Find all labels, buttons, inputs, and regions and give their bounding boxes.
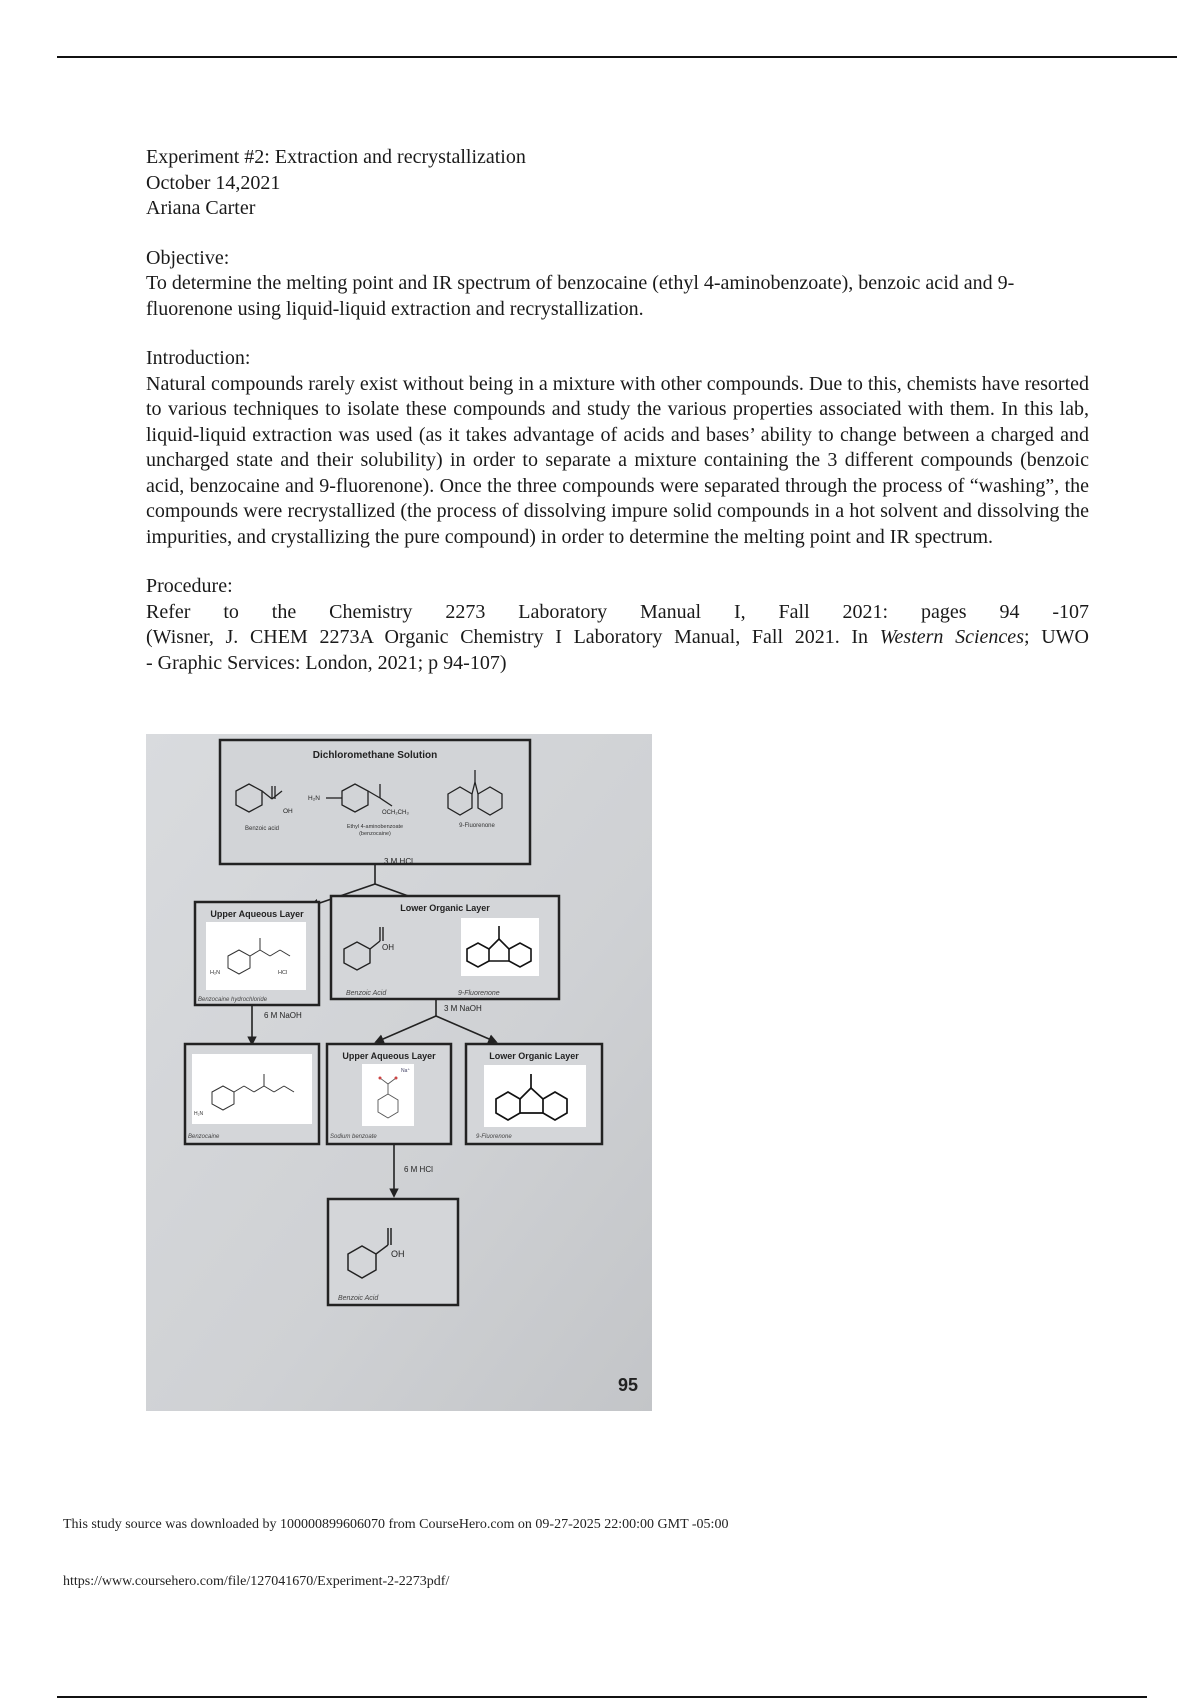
procedure-line-3: - Graphic Services: London, 2021; p 94-107) — [146, 651, 507, 674]
benzocaine-hcl-image — [206, 922, 306, 990]
document-title: Experiment #2: Extraction and recrystallization — [146, 146, 526, 168]
top-rule — [57, 56, 1177, 58]
procedure-heading: Procedure: — [146, 575, 233, 597]
title-block — [146, 145, 1089, 222]
procedure-line-2: (Wisner, J. CHEM 2273A Organic Chemistry I Laboratory Manual, Fall 2021. In Western Sciences; UWO — [146, 626, 1089, 648]
aq1-caption: Benzocaine hydrochloride — [198, 997, 268, 1003]
final-benzoic-caption: Benzoic Acid — [338, 1295, 379, 1302]
top-h2n-label: H₂N — [308, 795, 320, 802]
objective-text: To determine the melting point and IR spectrum of benzocaine (ethyl 4-aminobenzoate), benzoic acid and 9-fluorenone using liquid-liquid extraction and recrystallization. — [146, 272, 1015, 320]
reagent-3m-naoh: 3 M NaOH — [444, 1004, 482, 1013]
benzocaine-caption-2: Benzocaine — [188, 1134, 220, 1140]
document-body — [146, 145, 1089, 700]
benzoic-acid-caption: Benzoic acid — [244, 826, 280, 832]
final-oh-label: OH — [391, 1249, 405, 1259]
upper-aqueous-title-1: Upper Aqueous Layer — [210, 909, 304, 919]
benzocaine-caption-2: (benzocaine) — [359, 831, 391, 837]
introduction-heading: Introduction: — [146, 347, 251, 369]
extraction-flowchart — [146, 734, 652, 1411]
procedure-line-1: Refer to the Chemistry 2273 Laboratory Manual I, Fall 2021: pages 94 -107 — [146, 600, 1089, 623]
document-author: Ariana Carter — [146, 197, 256, 219]
lo1-oh-label: OH — [382, 943, 394, 952]
source-url[interactable]: https://www.coursehero.com/file/127041670/Experiment-2-2273pdf/ — [63, 1574, 450, 1589]
aq1-h2n-label: H₂N — [210, 970, 221, 976]
lo1-benzoic-caption: Benzoic Acid — [346, 990, 387, 997]
fluorenone-caption-top: 9-Fluorenone — [459, 823, 495, 829]
oxygen-atom-dot — [395, 1077, 398, 1080]
procedure-journal: Western Sciences — [879, 626, 1024, 648]
top-ester-label: OCH₂CH₃ — [382, 810, 409, 816]
upper-aqueous-title-2: Upper Aqueous Layer — [342, 1051, 436, 1061]
page-number: 95 — [617, 1375, 638, 1395]
flowchart-photo — [146, 734, 652, 1411]
benzocaine-h2n-label: H₂N — [194, 1111, 204, 1117]
lower-organic-title-2: Lower Organic Layer — [489, 1051, 579, 1061]
introduction-section — [146, 346, 1089, 550]
bottom-rule — [57, 1696, 1147, 1698]
lower-organic-title-1: Lower Organic Layer — [400, 903, 490, 913]
oxygen-atom-dot — [379, 1077, 382, 1080]
objective-heading: Objective: — [146, 246, 230, 269]
sodium-benzoate-caption: Sodium benzoate — [330, 1134, 377, 1140]
reagent-3m-hcl-top: 3 M HCl — [384, 857, 413, 866]
download-source-note: This study source was downloaded by 100000899606070 from CourseHero.com on 09-27-2025 22:00:00 GMT -05:00 — [63, 1517, 729, 1532]
reagent-6m-hcl: 6 M HCl — [404, 1165, 433, 1174]
reagent-6m-naoh: 6 M NaOH — [264, 1011, 302, 1020]
procedure-section — [146, 574, 1089, 676]
benzocaine-caption: Ethyl 4-aminobenzoate — [346, 824, 404, 830]
introduction-text: Natural compounds rarely exist without being in a mixture with other compounds. Due to this, chemists have resorted to various techniques to isolate these compounds and study the various properties associated with them. In this lab, liquid-liquid extraction was used (as it takes advantage of acids and bases’ ability to change between a charged and uncharged state and their solubility) in order to separate a mixture containing the 3 different compounds (benzoic acid, benzocaine and 9-fluorenone). Once the three compounds were separated through the process of “washing”, the compounds were recrystallized (the process of dissolving impure solid compounds in a hot solvent and dissolving the impurities, and crystallizing the pure compound) in order to determine the melting point and IR spectrum. — [146, 372, 1089, 548]
lo1-fluorenone-caption: 9-Fluorenone — [458, 990, 500, 997]
benzocaine-image — [192, 1054, 312, 1124]
aq1-hcl-label: HCl — [278, 970, 288, 976]
sodium-ion-label: Na⁺ — [401, 1068, 411, 1074]
document-date: October 14,2021 — [146, 171, 281, 194]
dichloromethane-title: Dichloromethane Solution — [312, 750, 438, 761]
top-oh-label: OH — [283, 808, 293, 815]
fluorenone-caption-2: 9-Fluorenone — [476, 1134, 512, 1140]
objective-section — [146, 246, 1089, 323]
fluorenone-image-2 — [484, 1065, 586, 1127]
